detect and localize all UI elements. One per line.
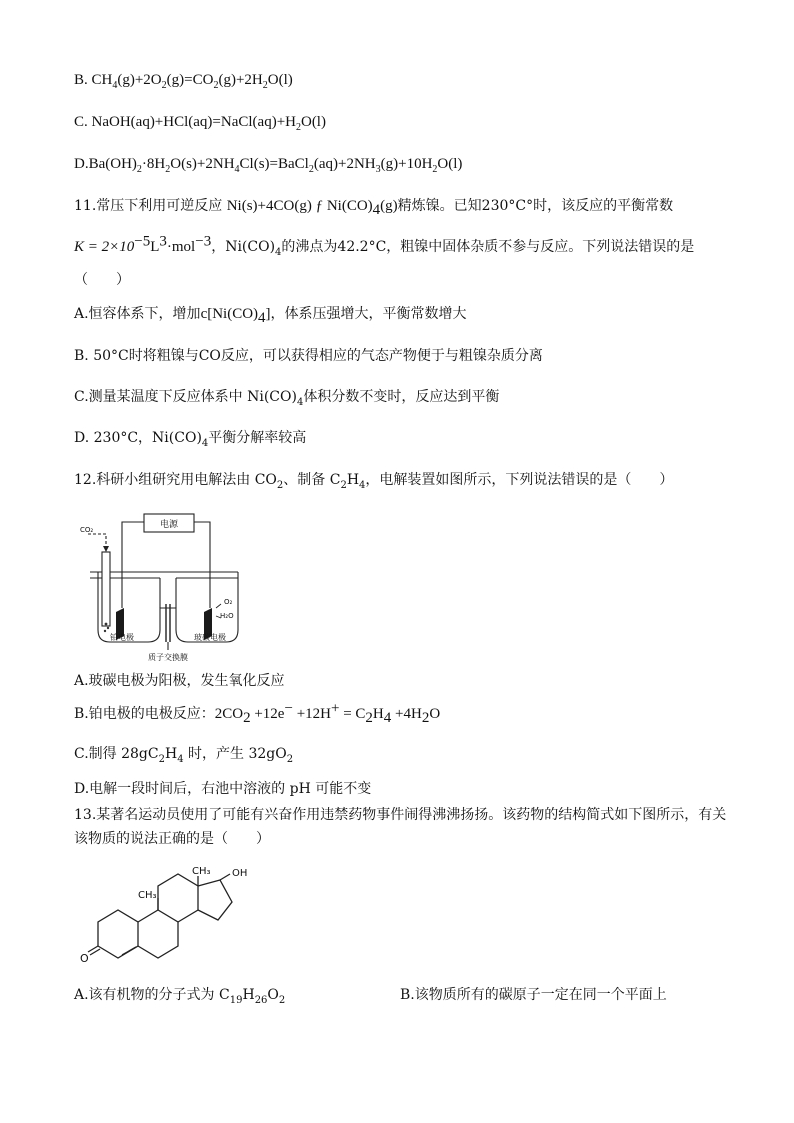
o2-label: O₂ (224, 598, 233, 606)
q11-option-b: B. 50°C时将粗镍与CO反应，可以获得相应的气态产物便于与粗镍杂质分离 (74, 348, 543, 364)
q13-option-a: A.该有机物的分子式为 $C_{19}H_{26}O_2$ (74, 987, 286, 1006)
co2-label: CO₂ (80, 526, 94, 534)
steroid-structure-diagram (78, 862, 268, 970)
q10-option-b: B. $CH_4(g)+2O_2(g)=CO_2(g)+2H_2O(l)$ (74, 72, 293, 91)
h2o-label: H₂O (220, 612, 234, 620)
q10-option-d: $D.Ba(OH)_2\cdot 8H_2O(s)+2NH_4Cl(s)=BaCl_2(aq)+2NH_3(g)+10H_2O(l)$ (74, 156, 463, 175)
q12-option-d: D.电解一段时间后，右池中溶液的 pH 可能不变 (74, 781, 372, 797)
platinum-electrode-label: 铂电极 (110, 633, 134, 642)
electrolysis-diagram (76, 512, 248, 664)
methyl-label-2: CH₃ (192, 866, 211, 877)
q13-option-b: B.该物质所有的碳原子一定在同一个平面上 (400, 987, 667, 1003)
q12-option-c: C.制得 $28gC_2H_4$ 时，产生 $32gO_2$ (74, 746, 294, 765)
q11-answer-paren: （ ） (74, 272, 130, 288)
q11-stem-line1: 11.常压下利用可逆反应 Ni(s)+4CO(g) ƒ $Ni(CO)_4(g)$精炼镍。已知230°C°时，该反应的平衡常数 (74, 198, 674, 218)
q11-stem-line2: $K = 2\times 10^{-5}L^3\cdot mol^{-3}$，$Ni(CO)_4$的沸点为42.2°C，粗镍中固体杂质不参与反应。下列说法错误的是 (74, 233, 695, 258)
ketone-oxygen-label: O (80, 952, 89, 965)
q12-stem: 12.科研小组研究用电解法由 $CO_2$、制备 $C_2H_4$，电解装置如图所示，下列说法错误的是（ ） (74, 472, 674, 491)
glassy-carbon-label: 玻碳电极 (194, 633, 226, 642)
q12-option-b: B.铂电极的电极反应：$2CO_2 +12e^- +12H^+ = C_2H_4 +4H_2O$ (74, 700, 441, 726)
q13-stem-line2: 该物质的说法正确的是（ ） (74, 831, 270, 847)
membrane-label: 质子交换膜 (148, 653, 188, 662)
q11-option-c: C.测量某温度下反应体系中 $Ni(CO)_4$体积分数不变时，反应达到平衡 (74, 389, 500, 408)
power-source-label: 电源 (159, 520, 179, 530)
hydroxyl-label: OH (232, 868, 248, 879)
q11-option-d: D. 230°C，$Ni(CO)_4$平衡分解率较高 (74, 430, 307, 449)
q11-option-a: A.恒容体系下，增加$c[Ni(CO)_4]$，体系压强增大，平衡常数增大 (74, 306, 467, 326)
methyl-label-1: CH₃ (138, 890, 157, 901)
q13-stem-line1: 13.某著名运动员使用了可能有兴奋作用违禁药物事件闹得沸沸扬扬。该药物的结构简式如下图所示，有关 (74, 807, 727, 823)
q10-option-c: C. $NaOH(aq)+HCl(aq)=NaCl(aq)+H_2O(l)$ (74, 114, 326, 133)
q12-option-a: A.玻碳电极为阳极，发生氧化反应 (74, 673, 285, 689)
